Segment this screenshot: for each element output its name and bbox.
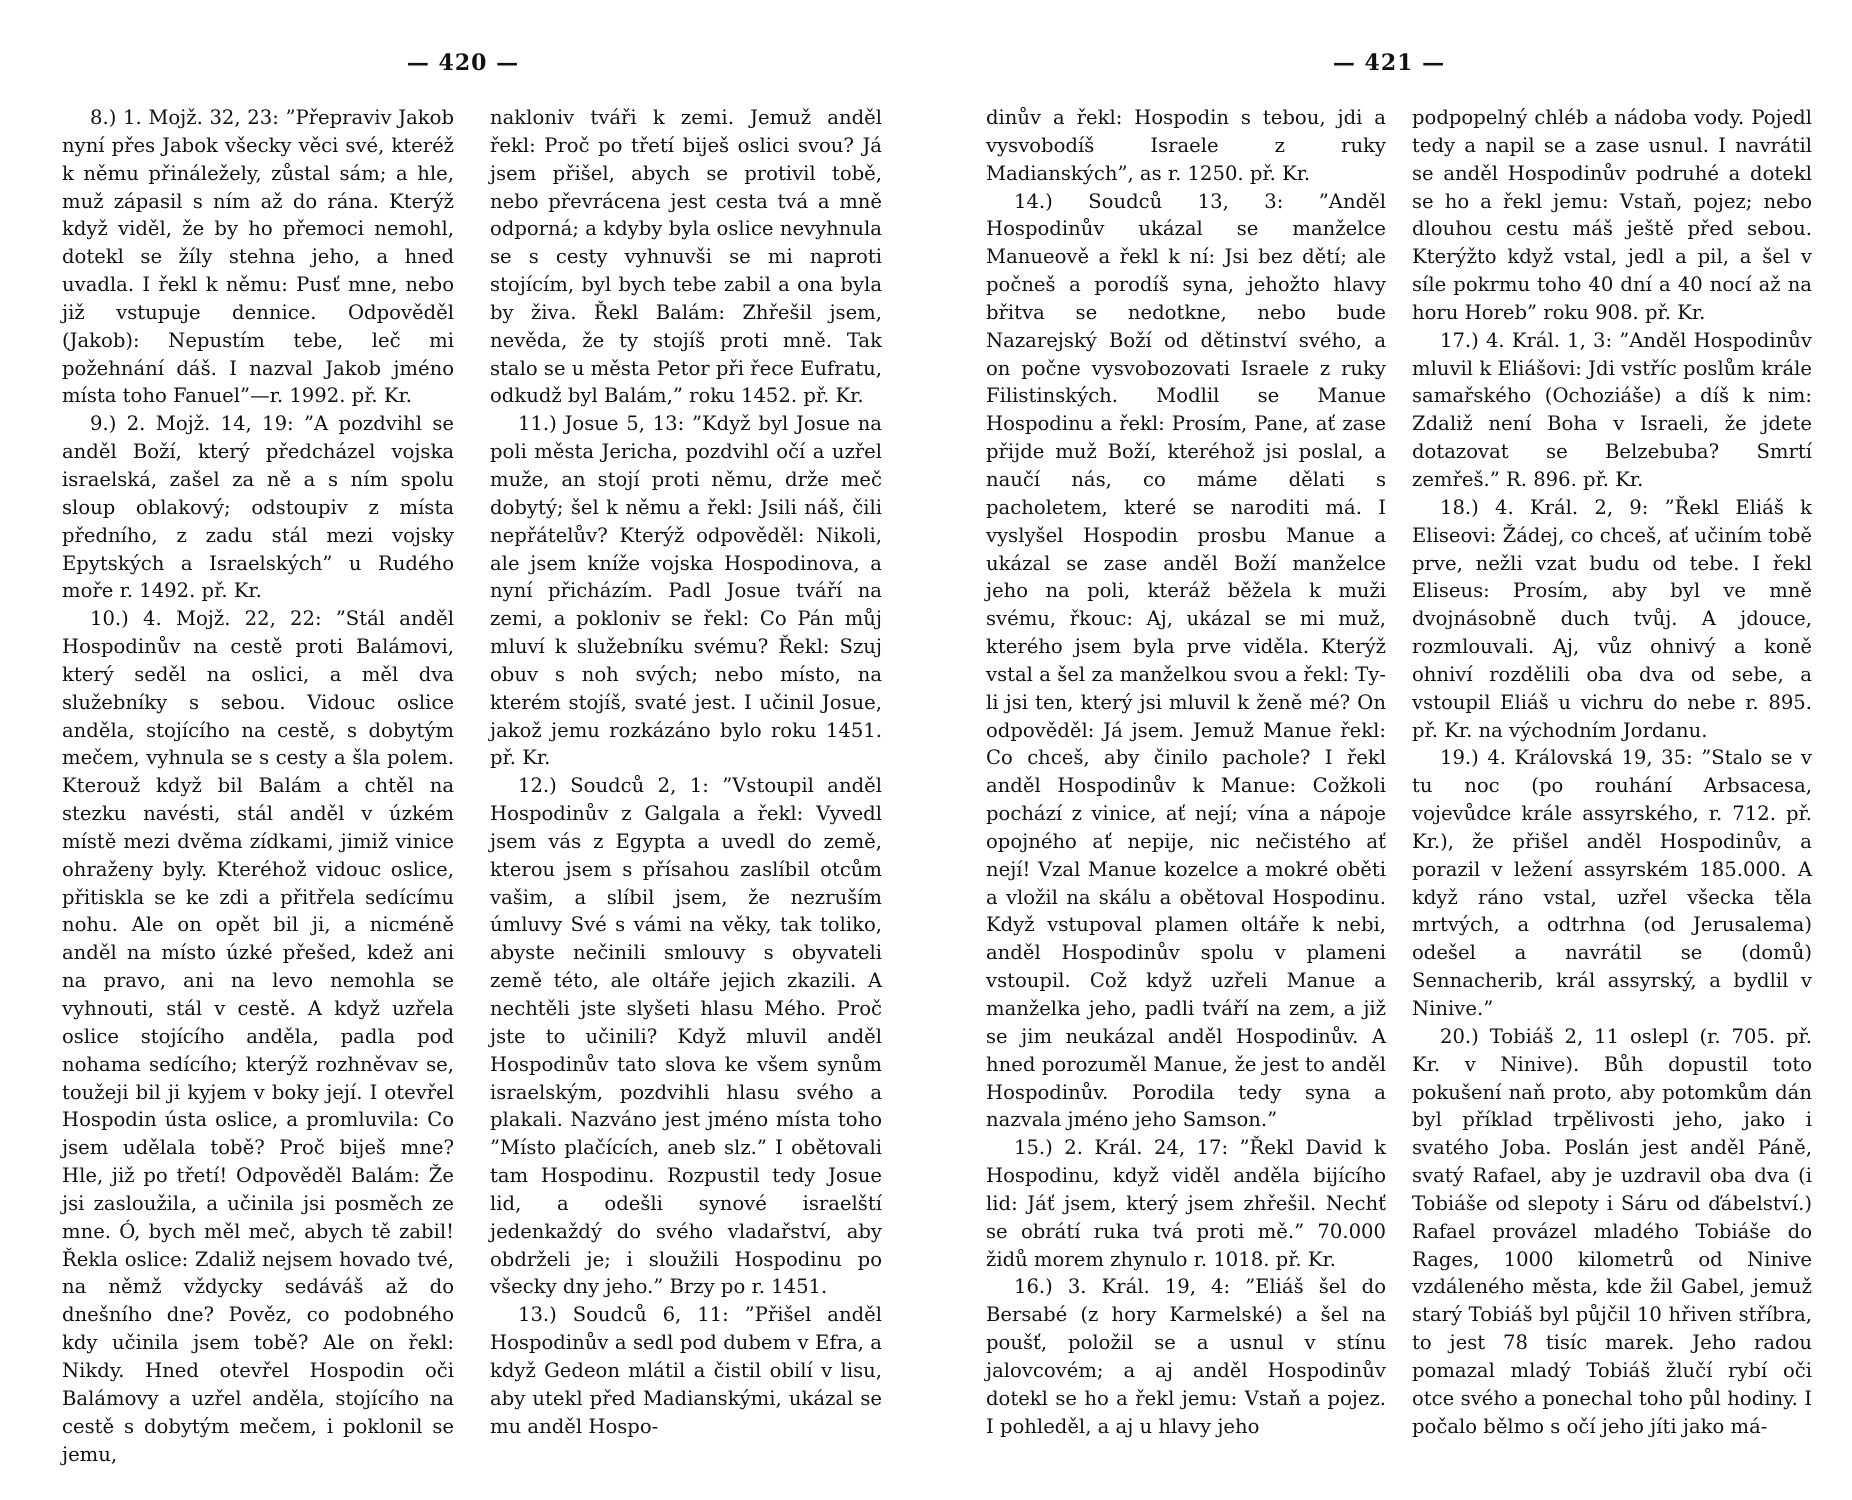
paragraph-10: 10.) 4. Mojž. 22, 22: ”Stál anděl Hospodinův na cestě proti Balámovi, který seděl na oslici, a měl dva služebníky s sebou. Vidouc oslice anděla, stojícího na cestě, s dobytým mečem, vyhnula se s cesty a šla polem. Kterouž když bil Balám a chtěl na stezku navésti, stál anděl v úzkém místě mezi dvěma zídkami, jimiž vinice ohraženy byly. Kteréhož vidouc oslice, přitiskla se ke zdi a přitřela sedícímu nohu. Ale on opět bil ji, a nicméně anděl na místo úzké přešed, kdež ani na pravo, ani na levo nemohla se vyhnouti, stál v cestě. A když uzřela oslice stojícího anděla, padla pod nohama sedícího; kterýž rozhněvav se, toužeji bil ji kyjem v boky její. I otevřel Hospodin ústa oslice, a promluvila: Co jsem udělala tobě? Proč biješ mne? Hle, již po třetí! Odpověděl Balám: Že jsi zasloužila, a učinila jsi posměch ze mne. Ó, bych měl meč, abych tě zabil! Řekla oslice: Zdaliž nejsem hovado tvé, na němž vždycky sedáváš až do dnešního dne? Pověz, co podobného kdy učinila jsem tobě? Ale on řekl: Nikdy. Hned otevřel Hospodin oči Balámovy a uzřel anděla, stojícího na cestě s dobytým mečem, i poklonil se jemu, — [62, 607, 454, 1466]
page-number-421: — 421 — — [1332, 50, 1446, 76]
right-page — [926, 0, 1852, 1500]
right-column-2 — [1412, 104, 1812, 1441]
paragraph-10-continued: nakloniv tváři k zemi. Jemuž anděl řekl: Proč po třetí biješ oslici svou? Já jsem přišel, abych se protivil tobě, nebo převrácena jest cesta tvá a mně odporná; a kdyby byla oslice nevyhnula se s cesty vyhnuvši se mi naproti stojícím, byl bych tebe zabil a ona byla by živa. Řekl Balám: Zhřešil jsem, nevěda, že ty stojíš proti mně. Tak stalo se u města Petor při řece Eufratu, odkudž byl Balám,” roku 1452. př. Kr. — [490, 106, 882, 408]
paragraph-12: 12.) Soudců 2, 1: ”Vstoupil anděl Hospodinův z Galgala a řekl: Vyvedl jsem vás z Egypta a uvedl do země, kterou jsem s přísahou zaslíbil otcům vašim, a slíbil jsem, že nezruším úmluvy Své s vámi na věky, tak toliko, abyste nečinili smlouvy s obyvateli země této, ale oltáře jejich zkazili. A nechtěli jste slyšeti hlasu Mého. Proč jste to učinili? Když mluvil anděl Hospodinův tato slova ke všem synům israelským, pozdvihli hlasu svého a plakali. Nazváno jest jméno místa toho ”Místo plačících, aneb slz.” I obětovali tam Hospodinu. Rozpustil tedy Josue lid, a odešli synové israelští jedenkaždý do svého vladařství, aby obdrželi je; i sloužili Hospodinu po všecky dny jeho.” Brzy po r. 1451. — [490, 774, 882, 1299]
paragraph-8: 8.) 1. Mojž. 32, 23: ”Přepraviv Jakob nyní přes Jabok všecky věci své, kteréž k němu přináležely, zůstal sám; a hle, muž zápasil s ním až do rána. Kterýž když viděl, že by ho přemoci nemohl, dotekl se žíly stehna jeho, a hned uvadla. I řekl k němu: Pusť mne, nebo již vstupuje dennice. Odpověděl (Jakob): Nepustím tebe, leč mi požehnání dáš. I nazval Jakob jméno místa toho Fanuel”—r. 1992. př. Kr. — [62, 106, 454, 408]
paragraph-15: 15.) 2. Král. 24, 17: ”Řekl David k Hospodinu, když viděl anděla bijícího lid: Jáť jsem, který jsem zhřešil. Nechť se obrátí ruka tvá proti mě.” 70.000 židů morem zhynulo r. 1018. př. Kr. — [986, 1136, 1386, 1271]
paragraph-11: 11.) Josue 5, 13: ”Když byl Josue na poli města Jericha, pozdvihl očí a uzřel muže, an stojí proti němu, drže meč dobytý; šel k němu a řekl: Jsili náš, čili nepřátelův? Kterýž odpověděl: Nikoli, ale jsem kníže vojska Hospodinova, a nyní přicházím. Padl Josue tváří na zemi, a pokloniv se řekl: Co Pán můj mluví k služebníku svému? Řekl: Szuj obuv s noh svých; nebo místo, na kterém stojíš, svaté jest. I učinil Josue, jakož jemu rozkázáno bylo roku 1451. př. Kr. — [490, 412, 882, 770]
paragraph-9: 9.) 2. Mojž. 14, 19: ”A pozdvihl se anděl Boží, který předcházel vojska israelská, zašel za ně a s ním spolu sloup oblakový; odstoupiv z místa předního, z zadu stál mezi vojsky Epytských a Israelských” u Rudého moře r. 1492. př. Kr. — [62, 412, 454, 603]
paragraph-16-continued: podpopelný chléb a nádoba vody. Pojedl tedy a napil se a zase usnul. I navrátil se anděl Hospodinův podruhé a dotekl se ho a řekl jemu: Vstaň, pojez; nebo dlouhou cestu máš ještě před sebou. Kterýžto když vstal, jedl a pil, a šel v síle pokrmu toho 40 dní a 40 nocí až na horu Horeb” roku 908. př. Kr. — [1412, 106, 1812, 324]
paragraph-13-continued: dinův a řekl: Hospodin s tebou, jdi a vysvobodíš Israele z ruky Madianských”, as r. 1250. př. Kr. — [986, 106, 1386, 185]
left-column-2 — [490, 104, 882, 1441]
page-number-420: — 420 — — [406, 50, 520, 76]
paragraph-16: 16.) 3. Král. 19, 4: ”Eliáš šel do Bersabé (z hory Karmelské) a šel na poušť, položil se a usnul v stínu jalovcovém; a aj anděl Hospodinův dotekl se ho a řekl jemu: Vstaň a pojez. I pohleděl, a aj u hlavy jeho — [986, 1275, 1386, 1438]
paragraph-13: 13.) Soudců 6, 11: ”Přišel anděl Hospodinův a sedl pod dubem v Efra, a když Gedeon mlátil a čistil obilí v lisu, aby utekl před Madianskými, ukázal se mu anděl Hospo- — [490, 1303, 882, 1438]
paragraph-14: 14.) Soudců 13, 3: ”Anděl Hospodinův ukázal se manželce Manueově a řekl k ní: Jsi bez dětí; ale počneš a porodíš syna, jehožto hlavy břitva se nedotkne, nebo bude Nazarejský Boží od dětinství svého, a on počne vysvobozovati Israele z ruky Filistinských. Modlil se Manue Hospodinu a řekl: Prosím, Pane, ať zase přijde muž Boží, kteréhož jsi poslal, a naučí nás, co máme dělati s pacholetem, které se naroditi má. I vyslyšel Hospodin prosbu Manue a ukázal se zase anděl Boží manželce jeho na poli, kteráž běžela k muži svému, řkouc: Aj, ukázal se mi muž, kterého jsem byla prve viděla. Kterýž vstal a šel za manželkou svou a řekl: Ty-li jsi ten, který jsi mluvil k ženě mé? On odpověděl: Já jsem. Jemuž Manue řekl: Co chceš, aby činilo pachole? I řekl anděl Hospodinův k Manue: Cožkoli pochází z vinice, ať nejí; vína a nápoje opojného ať nepije, nic nečistého ať nejí! Vzal Manue kozelce a mokré oběti a vložil na skálu a obětoval Hospodinu. Když vstupoval plamen oltáře k nebi, anděl Hospodinův spolu v plameni vstoupil. Což když uzřeli Manue a manželka jeho, padli tváří na zem, a již se jim neukázal anděl Hospodinův. A hned porozuměl Manue, že jest to anděl Hospodinův. Porodila tedy syna a nazvala jméno jeho Samson.” — [986, 189, 1386, 1132]
paragraph-20: 20.) Tobiáš 2, 11 oslepl (r. 705. př. Kr. v Ninive). Bůh dopustil toto pokušení naň proto, aby potomkům dán byl příklad trpělivosti jeho, jako i svatého Joba. Poslán jest anděl Páně, svatý Rafael, aby je uzdravil oba dva (i Tobiáše od slepoty i Sáru od ďábelství.) Rafael provázel mladého Tobiáše do Rages, 1000 kilometrů od Ninive vzdáleného města, kde žil Gabel, jemuž starý Tobiáš byl půjčil 10 hřiven stříbra, to jest 78 tisíc marek. Jeho radou pomazal mladý Tobiáš žlučí rybí oči otce svého a ponechal toho půl hodiny. I počalo bělmo s očí jeho jíti jako má- — [1412, 1024, 1812, 1438]
right-column-1 — [986, 104, 1386, 1441]
paragraph-19: 19.) 4. Královská 19, 35: ”Stalo se v tu noc (po rouhání Arbsacesa, vojevůdce krále assyrského, r. 712. př. Kr.), že přišel anděl Hospodinův, a porazil v ležení assyrském 185.000. A když ráno vstal, uzřel všecka těla mrtvých, a odtrhna (od Jerusalema) odešel a navrátil se (domů) Sennacherib, král assyrský, a bydlil v Ninive.” — [1412, 746, 1812, 1020]
paragraph-18: 18.) 4. Král. 2, 9: ”Řekl Eliáš k Eliseovi: Žádej, co chceš, ať učiním tobě prve, nežli vzat budu od tebe. I řekl Eliseus: Prosím, aby byl ve mně dvojnásobně duch tvůj. A jdouce, rozmlouvali. Aj, vůz ohnivý a koně ohniví rozdělili oba dva od sebe, a vstoupil Eliáš u vichru do nebe r. 895. př. Kr. na východním Jordanu. — [1412, 495, 1812, 742]
paragraph-17: 17.) 4. Král. 1, 3: ”Anděl Hospodinův mluvil k Eliášovi: Jdi vstříc poslům krále samařského (Ochoziáše) a díš k nim: Zdaliž není Boha v Israeli, že jdete dotazovat se Belzebuba? Smrtí zemřeš.” R. 896. př. Kr. — [1412, 328, 1812, 491]
left-column-1 — [62, 104, 454, 1468]
